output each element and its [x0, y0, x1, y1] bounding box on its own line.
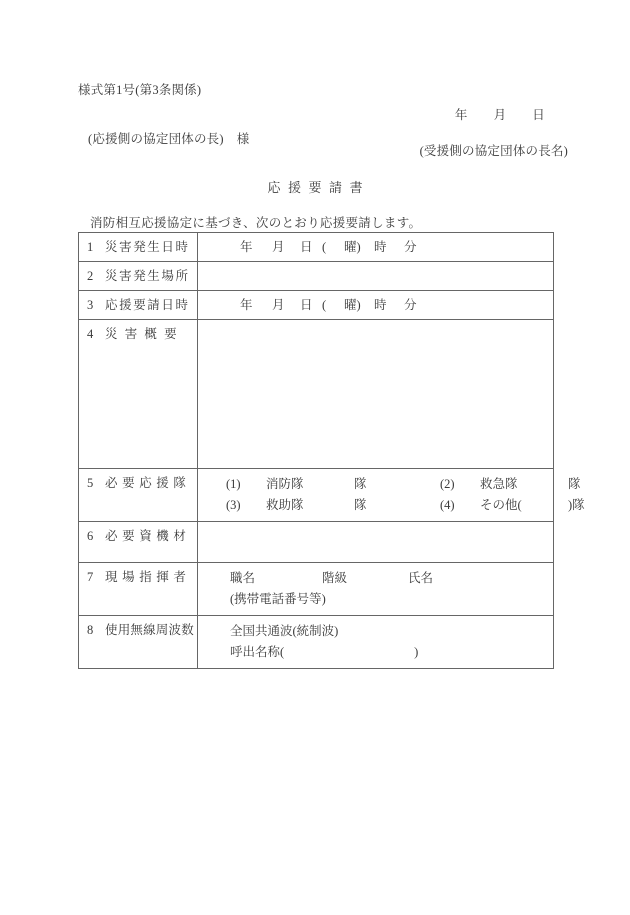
date-line: [455, 105, 545, 123]
row-label-2: 災害発生場所: [105, 269, 190, 283]
table-row: [79, 616, 554, 669]
row-number-2: 2: [87, 269, 94, 283]
request-year-label: 年: [240, 298, 253, 312]
row-number-8: 8: [87, 623, 94, 637]
equipment-value: [198, 522, 553, 550]
table-row: [79, 563, 554, 616]
occurrence-minute-label: 分: [404, 240, 417, 254]
request-hour-label: 時: [374, 298, 387, 312]
row-value-cell-5[interactable]: [198, 469, 585, 522]
row-number-6: 6: [87, 529, 94, 543]
table-row: [79, 469, 554, 522]
addressee-text: (応援側の協定団体の長): [88, 132, 224, 146]
commander-phone-label: (携帯電話番号等): [230, 592, 326, 606]
request-day-label: 日: [300, 298, 313, 312]
addressee-honorific: 様: [236, 132, 250, 146]
date-year-label: 年: [454, 108, 468, 122]
unit-line-1: [226, 477, 581, 491]
row-label-3: 応援要請日時: [105, 298, 190, 312]
unit-no-4: (4): [440, 498, 455, 512]
call-sign-open-label: 呼出名称(: [230, 645, 285, 659]
occurrence-hour-label: 時: [374, 240, 387, 254]
commander-post-label: 職名: [230, 571, 256, 585]
row-label-7: 現場指揮者: [105, 570, 191, 584]
commander-line: [230, 571, 433, 585]
table-row: [79, 291, 554, 320]
commander-rank-label: 階級: [322, 571, 348, 585]
row-label-cell-7: [79, 563, 198, 616]
unit-name-2: 救急隊: [480, 477, 518, 491]
unit-counter-3: 隊: [354, 498, 367, 512]
unit-no-2: (2): [440, 477, 455, 491]
unit-name-3: 救助隊: [266, 498, 304, 512]
row-label-cell-4: [79, 320, 198, 469]
row-number-1: 1: [87, 240, 94, 254]
request-weekday-label: 曜): [344, 298, 361, 312]
row-value-cell-8[interactable]: [198, 616, 554, 669]
row-label-cell-6: [79, 522, 198, 563]
form-number: 様式第1号(第3条関係): [78, 83, 202, 97]
occurrence-place-value: [198, 262, 553, 290]
row-value-cell-7[interactable]: [198, 563, 554, 616]
occurrence-month-label: 月: [272, 240, 285, 254]
row-label-cell-3: [79, 291, 198, 320]
commander-name-label: 氏名: [408, 571, 434, 585]
unit-counter-2: 隊: [568, 477, 581, 491]
request-paren-open: (: [322, 298, 327, 312]
request-minute-label: 分: [404, 298, 417, 312]
common-wave-label: 全国共通波(統制波): [230, 624, 339, 638]
row-number-3: 3: [87, 298, 94, 312]
addressee-line: [88, 129, 249, 147]
disaster-summary-value: [198, 320, 553, 348]
unit-no-3: (3): [226, 498, 241, 512]
row-value-cell-3[interactable]: [198, 291, 554, 320]
row-label-4: 災害概要: [105, 327, 184, 341]
row-label-8: 使用無線周波数: [105, 623, 194, 637]
unit-counter-1: 隊: [354, 477, 367, 491]
row-value-cell-1[interactable]: [198, 233, 554, 262]
row-value-cell-6[interactable]: [198, 522, 554, 563]
row-label-cell-1: [79, 233, 198, 262]
row-label-cell-2: [79, 262, 198, 291]
row-label-1: 災害発生日時: [105, 240, 190, 254]
occurrence-paren-open: (: [322, 240, 327, 254]
page-title: 応援要請書: [267, 180, 370, 195]
date-month-label: 月: [493, 108, 507, 122]
request-form-table: [78, 232, 585, 669]
unit-line-2: [226, 498, 585, 512]
table-row: [79, 522, 554, 563]
unit-name-4: その他(: [480, 498, 522, 512]
occurrence-weekday-label: 曜): [344, 240, 361, 254]
row-number-7: 7: [87, 570, 94, 584]
row-value-cell-4[interactable]: [198, 320, 554, 469]
row-value-cell-2[interactable]: [198, 262, 554, 291]
sender-line: (受援側の協定団体の長名): [419, 144, 568, 158]
intro-text: 消防相互応援協定に基づき、次のとおり応援要請します。: [90, 216, 422, 230]
row-number-4: 4: [87, 327, 94, 341]
table-row: [79, 233, 554, 262]
row-label-6: 必要資機材: [105, 529, 191, 543]
row-label-5: 必要応援隊: [105, 476, 191, 490]
unit-no-1: (1): [226, 477, 241, 491]
row-label-cell-8: [79, 616, 198, 669]
row-number-5: 5: [87, 476, 94, 490]
unit-counter-4: )隊: [568, 498, 585, 512]
table-row: [79, 262, 554, 291]
date-day-label: 日: [532, 108, 545, 122]
call-sign-close-label: ): [414, 645, 419, 659]
table-row: [79, 320, 554, 469]
request-month-label: 月: [272, 298, 285, 312]
occurrence-year-label: 年: [240, 240, 253, 254]
unit-name-1: 消防隊: [266, 477, 304, 491]
row-label-cell-5: [79, 469, 198, 522]
occurrence-day-label: 日: [300, 240, 313, 254]
